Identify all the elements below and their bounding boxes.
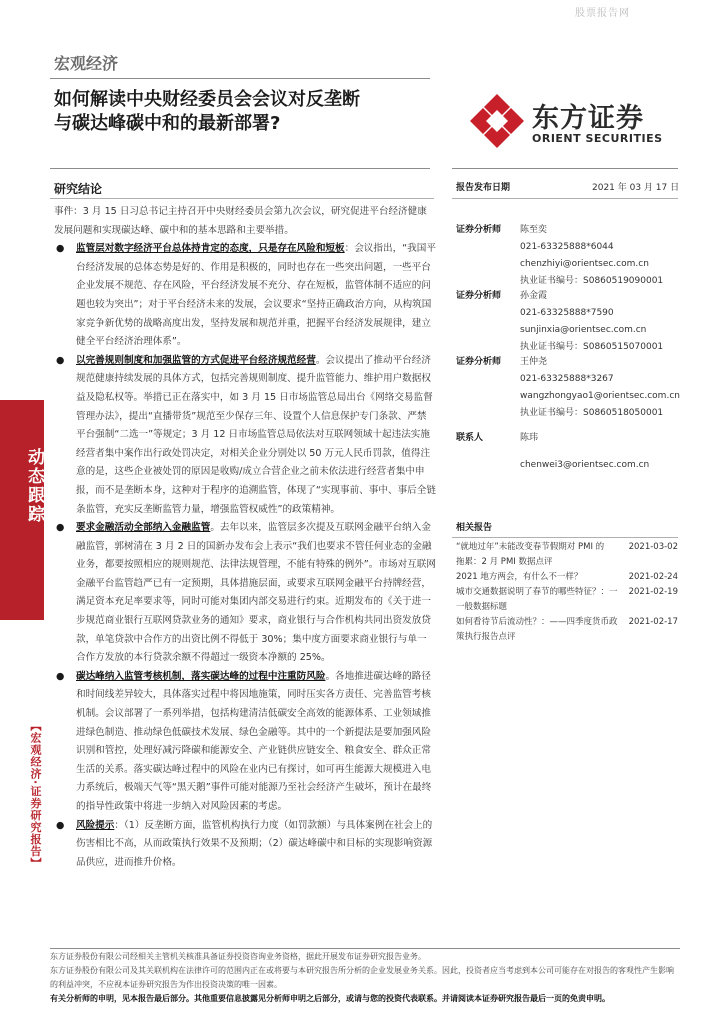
related-item-title[interactable]: 2021 地方两会，有什么不一样？ xyxy=(456,572,583,582)
related-item-subtitle: 一般数据标题 xyxy=(456,602,508,612)
disclaimer-line-2: 东方证券股份有限公司及其关联机构在法律许可的范围内正在或将要与本研究报告所分析的企业发展业务关系。因此，投资者应当考虑到本公司可能存在对报告的客观性产生影响的利益冲突，不应视本证券研究报告为作出投资决策的唯一因素。 xyxy=(50,966,674,989)
related-title xyxy=(456,520,680,533)
bullet-highlight: 风险提示 xyxy=(76,819,115,831)
bullet-item xyxy=(54,352,436,519)
bullet-text: 。去年以来，监管层多次提及互联网金融平台纳入金融监管，郭树清在 3 月 2 日的国新办发布会上表示“我们也要求不管任何业态的金融业务，都要按照相应的规则规范、法律法规管理，不能有特殊的例外”。市场对互联网金融平台监管趋严已有一定预期，具体措施层面，或要求互联网金融平台持牌经营，满足资本充足率要求等，同时可能对集团内部交易进行约束。近期发布的《关于进一步规范商业银行互联网贷款业务的通知》要求，商业银行与合作机构共同出资发放贷款，单笔贷款中合作方的出资比例不得低于 30%；集中度方面要求商业银行与单一合作方发放的本行贷款余额不得超过一级资本净额的 25%。 xyxy=(76,522,436,664)
analyst-phone: 021-63325888*6044 xyxy=(520,242,614,252)
contact-email[interactable]: chenwei3@orientsec.com.cn xyxy=(520,460,650,470)
related-item-title[interactable]: “就地过年”未能改变春节假期对 PMI 的 xyxy=(456,542,605,552)
divider xyxy=(50,78,430,79)
analyst-card xyxy=(456,354,680,420)
report-date-row xyxy=(456,180,680,193)
bullet-item xyxy=(54,240,436,352)
page-title xyxy=(54,88,432,136)
bullet-text: 。各地推进碳达峰的路径和时间线差异较大，具体落实过程中将因地施策，同时压实各方责任、完善监管考核机制。会议部署了一系列举措，包括构建清洁低碳安全高效的能源体系、工业领域推进绿色制造、推动绿色低碳技术发展、绿色金融等。其中的一个新提法是要加强风险识别和管控，处理好减污降碳和能源安全、产业链供应链安全、粮食安全、群众正常生活的关系。落实碳达峰过程中的风险在业内已有探讨，如可再生能源大规模进入电力系统后，极端天气等“黑天鹅”事件可能对能源乃至社会经济产生破坏，预计在最终的指导性政策中将进一步纳入对风险因素的考虑。 xyxy=(76,670,432,812)
related-item-subtitle: 策执行报告点评 xyxy=(456,632,516,642)
event-paragraph: 事件：3 月 15 日习总书记主持召开中央财经委员会第九次会议，研究促进平台经济健康发展问题和实现碳达峰、碳中和的基本思路和主要举措。 xyxy=(54,206,427,236)
sidebar-sub-label: 【宏观经济·证券研究报告】 xyxy=(29,720,42,870)
analyst-card xyxy=(456,222,680,288)
analyst-block xyxy=(456,222,680,420)
disclaimer-line-1: 东方证券股份有限公司经相关主管机关核准具备证券投资咨询业务资格，据此开展发布证券研究报告业务。 xyxy=(50,952,426,961)
analyst-name: 王仲尧 xyxy=(520,357,548,367)
analyst-role: 证券分析师 xyxy=(456,225,502,235)
bullet-text: ：（1）反垄断方面，监管机构执行力度（如罚款额）与具体案例在社会上的伤害相比不高，从而政策执行效果不及预期；（2）碳达峰碳中和目标的实现影响资源品供应，进而推升价格。 xyxy=(76,819,433,868)
analyst-email[interactable]: wangzhongyao1@orientsec.com.cn xyxy=(520,391,680,401)
analyst-email[interactable]: chenzhiyi@orientsec.com.cn xyxy=(520,259,649,269)
report-date-label: 报告发布日期 xyxy=(456,183,511,193)
analyst-role: 证券分析师 xyxy=(456,357,502,367)
category: 宏观经济 xyxy=(54,54,119,73)
related-item-date: 2021-02-24 xyxy=(628,572,678,582)
analyst-phone: 021-63325888*3267 xyxy=(520,374,614,384)
bullet-highlight: 以完善规则制度和加强监管的方式促进平台经济规范经营 xyxy=(76,354,316,366)
analyst-cert: 执业证书编号：S0860519090001 xyxy=(520,276,664,286)
related-item-date: 2021-03-02 xyxy=(628,542,678,552)
contact-block xyxy=(456,430,680,470)
related-item-date: 2021-02-19 xyxy=(628,587,678,597)
bullet-icon: ● xyxy=(56,354,65,366)
related-heading: 相关报告 xyxy=(456,523,493,533)
bullet-text: 。会议提出了推动平台经济规范健康持续发展的具体方式，包括完善规则制度、提升监管能力、维护用户数据权益及隐私权等。举措已正在落实中，如 3 月 15 日市场监管总局出台《网络交易监督管理办法》，提出“直播带货”规范至少保存三年、设置个人信息保护专门条款、严禁平台强制“二选一”等规定；3 月 12 日市场监管总局依法对互联网领域十起违法实施经营者集中案作出行政处罚决定，对相关企业分别处以 50 万元人民币罚款，值得注意的是，这些企业被处罚的原因是收购/成立合营企业之前未依法进行经营者集中申报，而不是垄断本身，这种对于程序的追溯监管，体现了“实现事前、事中、事后全链条监管，充实反垄断监管力量，增强监管权威性”的政策精神。 xyxy=(76,354,436,515)
main-body xyxy=(54,203,436,872)
bullet-icon: ● xyxy=(56,670,65,682)
bullet-icon: ● xyxy=(56,819,65,831)
bullet-item xyxy=(54,519,436,668)
contact-role: 联系人 xyxy=(456,433,484,443)
related-item-subtitle: 拖累：2 月 PMI 数据点评 xyxy=(456,557,553,567)
sidebar-label: 动态跟踪 xyxy=(24,448,44,524)
brand-name-en: ORIENT SECURITIES xyxy=(532,132,663,145)
related-item-title[interactable]: 如何看待节后流动性？：——四季度货币政 xyxy=(456,617,618,627)
section-heading: 研究结论 xyxy=(54,182,103,196)
bullet-highlight: 碳达峰纳入监管考核机制，落实碳达峰的过程中注重防风险 xyxy=(76,670,326,682)
analyst-name: 陈至奕 xyxy=(520,225,548,235)
contact-name: 陈玮 xyxy=(520,433,539,443)
sidebar-sub-tag xyxy=(0,720,44,960)
analyst-cert: 执业证书编号：S0860518050001 xyxy=(520,408,664,418)
analyst-role: 证券分析师 xyxy=(456,291,502,301)
watermark: 股票报告网 xyxy=(575,8,630,19)
analyst-phone: 021-63325888*7590 xyxy=(520,308,614,318)
related-list xyxy=(456,540,678,645)
related-item[interactable] xyxy=(456,585,678,615)
analyst-cert: 执业证书编号：S0860515070001 xyxy=(520,342,664,352)
bullet-highlight: 要求金融活动全部纳入金融监管 xyxy=(76,522,211,534)
divider xyxy=(50,198,434,199)
related-item[interactable] xyxy=(456,540,678,570)
bullet-icon: ● xyxy=(56,243,65,255)
divider xyxy=(452,168,678,169)
report-date-value: 2021 年 03 月 17 日 xyxy=(592,183,680,193)
bullet-icon: ● xyxy=(56,522,65,534)
bullet-highlight: 监管层对数字经济平台总体持肯定的态度，只是存在风险和短板 xyxy=(76,243,345,255)
bullet-item xyxy=(54,817,436,873)
title-line-1: 如何解读中央财经委员会会议对反垄断 xyxy=(54,89,360,110)
title-line-2: 与碳达峰碳中和的最新部署? xyxy=(54,113,281,134)
divider xyxy=(452,537,678,538)
brand-logo-icon xyxy=(468,92,526,150)
analyst-name: 孙金霞 xyxy=(520,291,548,301)
divider xyxy=(50,948,680,949)
analyst-card xyxy=(456,288,680,354)
divider xyxy=(50,168,430,169)
related-item-date: 2021-02-17 xyxy=(628,617,678,627)
disclaimer xyxy=(50,950,680,1006)
analyst-email[interactable]: sunjinxia@orientsec.com.cn xyxy=(520,325,647,335)
disclaimer-line-3: 有关分析师的申明，见本报告最后部分。其他重要信息披露见分析师申明之后部分，或请与您的投资代表联系。并请阅读本证券研究报告最后一页的免责申明。 xyxy=(50,994,610,1003)
bullet-text: ：会议指出，“我国平台经济发展的总体态势是好的、作用是积极的，同时也存在一些突出问题，一些平台企业发展不规范、存在风险，平台经济发展不充分、存在短板，监管体制不适应的问题也较为突出”；对于平台经济未来的发展，会议要求“坚持正确政治方向，从构筑国家竞争新优势的战略高度出发，坚持发展和规范并重，把握平台经济发展规律，建立健全平台经济治理体系”。 xyxy=(76,243,436,348)
related-item[interactable] xyxy=(456,570,678,585)
bullet-item xyxy=(54,668,436,817)
sidebar-tag xyxy=(0,400,44,620)
related-item[interactable] xyxy=(456,615,678,645)
divider xyxy=(452,198,678,199)
brand-name: 东方证券 xyxy=(532,103,644,134)
related-item-title[interactable]: 城市交通数据说明了春节的哪些特征？：一 xyxy=(456,587,618,597)
